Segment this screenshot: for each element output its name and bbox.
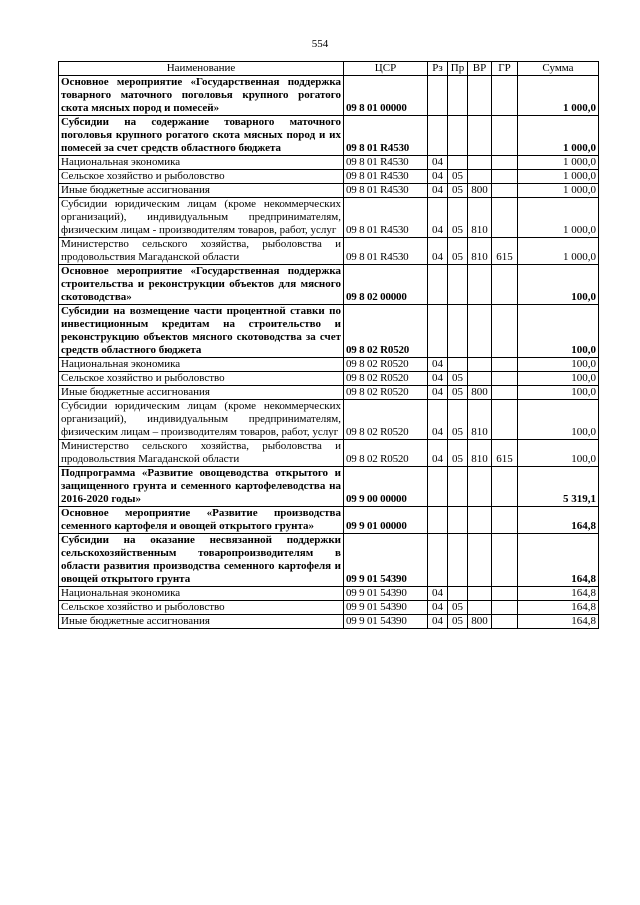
cell-gr: [492, 507, 518, 534]
table-row: [59, 265, 599, 305]
cell-pr: 05: [448, 238, 468, 265]
cell-rz: 04: [428, 156, 448, 170]
cell-gr: [492, 305, 518, 358]
cell-csr: 09 8 01 00000: [344, 76, 428, 116]
cell-csr: 09 9 01 54390: [344, 601, 428, 615]
cell-vr: 810: [468, 440, 492, 467]
cell-gr: [492, 534, 518, 587]
cell-name: Субсидии юридическим лицам (кроме некоммерческих организаций), индивидуальным предпринимателям, физическим лицам - производителям товаров, работ, услуг: [59, 198, 344, 238]
cell-csr: 09 8 02 R0520: [344, 305, 428, 358]
cell-gr: [492, 184, 518, 198]
cell-csr: 09 8 01 R4530: [344, 156, 428, 170]
cell-rz: 04: [428, 198, 448, 238]
cell-vr: [468, 534, 492, 587]
table-row: [59, 372, 599, 386]
cell-sum: 100,0: [518, 305, 599, 358]
cell-pr: [448, 358, 468, 372]
cell-vr: [468, 372, 492, 386]
cell-sum: 1 000,0: [518, 156, 599, 170]
cell-rz: 04: [428, 238, 448, 265]
cell-sum: 100,0: [518, 440, 599, 467]
cell-csr: 09 8 02 R0520: [344, 400, 428, 440]
cell-pr: [448, 116, 468, 156]
cell-sum: 1 000,0: [518, 198, 599, 238]
cell-vr: [468, 601, 492, 615]
cell-gr: 615: [492, 440, 518, 467]
cell-rz: 04: [428, 184, 448, 198]
cell-csr: 09 8 01 R4530: [344, 238, 428, 265]
cell-name: Иные бюджетные ассигнования: [59, 184, 344, 198]
cell-gr: [492, 467, 518, 507]
table-row: [59, 116, 599, 156]
cell-rz: [428, 507, 448, 534]
cell-rz: [428, 467, 448, 507]
cell-sum: 100,0: [518, 372, 599, 386]
table-row: [59, 198, 599, 238]
cell-name: Сельское хозяйство и рыболовство: [59, 601, 344, 615]
cell-csr: 09 8 02 R0520: [344, 440, 428, 467]
cell-rz: [428, 265, 448, 305]
cell-pr: [448, 305, 468, 358]
cell-name: Субсидии на содержание товарного маточного поголовья крупного рогатого скота мясных пород и их помесей за счет средств областного бюджета: [59, 116, 344, 156]
cell-gr: [492, 116, 518, 156]
table-row: [59, 615, 599, 629]
col-header-sum: Сумма: [518, 62, 599, 76]
cell-sum: 5 319,1: [518, 467, 599, 507]
cell-pr: 05: [448, 601, 468, 615]
cell-rz: [428, 305, 448, 358]
cell-name: Министерство сельского хозяйства, рыболовства и продовольствия Магаданской области: [59, 440, 344, 467]
cell-rz: [428, 534, 448, 587]
cell-vr: 810: [468, 198, 492, 238]
cell-sum: 164,8: [518, 601, 599, 615]
cell-pr: [448, 467, 468, 507]
cell-vr: [468, 76, 492, 116]
cell-vr: [468, 358, 492, 372]
cell-pr: 05: [448, 386, 468, 400]
cell-name: Основное мероприятие «Государственная поддержка товарного маточного поголовья крупного рогатого скота мясных пород и помесей»: [59, 76, 344, 116]
cell-vr: [468, 170, 492, 184]
cell-csr: 09 8 02 R0520: [344, 372, 428, 386]
cell-csr: 09 8 02 R0520: [344, 386, 428, 400]
cell-sum: 164,8: [518, 587, 599, 601]
table-row: [59, 601, 599, 615]
cell-csr: 09 9 01 00000: [344, 507, 428, 534]
cell-rz: [428, 116, 448, 156]
col-header-vr: ВР: [468, 62, 492, 76]
cell-name: Национальная экономика: [59, 156, 344, 170]
cell-vr: [468, 305, 492, 358]
table-row: [59, 467, 599, 507]
cell-name: Подпрограмма «Развитие овощеводства открытого и защищенного грунта и семенного картофелеводства на 2016-2020 годы»: [59, 467, 344, 507]
cell-gr: [492, 615, 518, 629]
cell-vr: [468, 587, 492, 601]
cell-gr: [492, 76, 518, 116]
cell-csr: 09 9 00 00000: [344, 467, 428, 507]
cell-name: Субсидии на оказание несвязанной поддержки сельскохозяйственным товаропроизводителям в области развития производства семенного картофеля и овощей открытого грунта: [59, 534, 344, 587]
cell-rz: 04: [428, 400, 448, 440]
cell-gr: [492, 587, 518, 601]
col-header-gr: ГР: [492, 62, 518, 76]
cell-pr: 05: [448, 372, 468, 386]
cell-pr: 05: [448, 400, 468, 440]
cell-pr: 05: [448, 615, 468, 629]
cell-sum: 1 000,0: [518, 184, 599, 198]
cell-name: Сельское хозяйство и рыболовство: [59, 372, 344, 386]
cell-pr: 05: [448, 198, 468, 238]
table-row: [59, 238, 599, 265]
table-row: [59, 440, 599, 467]
table-row: [59, 400, 599, 440]
table-header-row: [59, 62, 599, 76]
cell-rz: 04: [428, 372, 448, 386]
cell-sum: 164,8: [518, 534, 599, 587]
cell-csr: 09 8 02 R0520: [344, 358, 428, 372]
cell-sum: 1 000,0: [518, 238, 599, 265]
cell-sum: 100,0: [518, 358, 599, 372]
cell-name: Субсидии юридическим лицам (кроме некоммерческих организаций), индивидуальным предпринимателям, физическим лицам – производителям товаров, работ, услуг: [59, 400, 344, 440]
cell-sum: 1 000,0: [518, 116, 599, 156]
table-row: [59, 184, 599, 198]
table-row: [59, 507, 599, 534]
cell-sum: 100,0: [518, 400, 599, 440]
cell-vr: 800: [468, 386, 492, 400]
cell-pr: [448, 156, 468, 170]
cell-gr: [492, 400, 518, 440]
cell-pr: [448, 534, 468, 587]
cell-sum: 100,0: [518, 265, 599, 305]
table-row: [59, 170, 599, 184]
cell-pr: 05: [448, 184, 468, 198]
budget-table: [58, 61, 599, 629]
cell-vr: [468, 467, 492, 507]
cell-csr: 09 8 01 R4530: [344, 198, 428, 238]
cell-gr: [492, 372, 518, 386]
cell-gr: [492, 198, 518, 238]
page-number: 554: [311, 38, 329, 50]
table-row: [59, 534, 599, 587]
cell-pr: [448, 507, 468, 534]
cell-csr: 09 8 02 00000: [344, 265, 428, 305]
table-row: [59, 386, 599, 400]
cell-pr: [448, 76, 468, 116]
cell-rz: [428, 76, 448, 116]
cell-name: Министерство сельского хозяйства, рыболовства и продовольствия Магаданской области: [59, 238, 344, 265]
cell-name: Основное мероприятие «Развитие производства семенного картофеля и овощей открытого грунта»: [59, 507, 344, 534]
cell-vr: [468, 156, 492, 170]
cell-sum: 1 000,0: [518, 76, 599, 116]
cell-name: Иные бюджетные ассигнования: [59, 386, 344, 400]
cell-gr: [492, 265, 518, 305]
cell-sum: 164,8: [518, 507, 599, 534]
cell-rz: 04: [428, 170, 448, 184]
col-header-name: Наименование: [59, 62, 344, 76]
cell-rz: 04: [428, 386, 448, 400]
cell-name: Национальная экономика: [59, 358, 344, 372]
cell-vr: 810: [468, 400, 492, 440]
cell-gr: [492, 358, 518, 372]
cell-gr: [492, 601, 518, 615]
cell-rz: 04: [428, 601, 448, 615]
cell-rz: 04: [428, 440, 448, 467]
table-row: [59, 76, 599, 116]
cell-name: Национальная экономика: [59, 587, 344, 601]
table-row: [59, 305, 599, 358]
table-row: [59, 587, 599, 601]
cell-csr: 09 9 01 54390: [344, 587, 428, 601]
cell-gr: 615: [492, 238, 518, 265]
cell-name: Сельское хозяйство и рыболовство: [59, 170, 344, 184]
cell-pr: 05: [448, 170, 468, 184]
cell-rz: 04: [428, 615, 448, 629]
col-header-pr: Пр: [448, 62, 468, 76]
cell-gr: [492, 170, 518, 184]
cell-pr: [448, 265, 468, 305]
cell-vr: 800: [468, 184, 492, 198]
table-row: [59, 358, 599, 372]
cell-vr: [468, 116, 492, 156]
cell-vr: 810: [468, 238, 492, 265]
col-header-rz: Рз: [428, 62, 448, 76]
cell-pr: 05: [448, 440, 468, 467]
cell-name: Основное мероприятие «Государственная поддержка строительства и реконструкции объектов для мясного скотоводства»: [59, 265, 344, 305]
cell-vr: 800: [468, 615, 492, 629]
cell-csr: 09 8 01 R4530: [344, 116, 428, 156]
cell-vr: [468, 265, 492, 305]
cell-gr: [492, 386, 518, 400]
cell-csr: 09 9 01 54390: [344, 534, 428, 587]
cell-pr: [448, 587, 468, 601]
cell-sum: 164,8: [518, 615, 599, 629]
table-row: [59, 156, 599, 170]
cell-csr: 09 9 01 54390: [344, 615, 428, 629]
cell-name: Субсидии на возмещение части процентной ставки по инвестиционным кредитам на строительство и реконструкцию объектов мясного скотоводства за счет средств областного бюджета: [59, 305, 344, 358]
cell-sum: 1 000,0: [518, 170, 599, 184]
cell-name: Иные бюджетные ассигнования: [59, 615, 344, 629]
cell-sum: 100,0: [518, 386, 599, 400]
cell-csr: 09 8 01 R4530: [344, 170, 428, 184]
cell-csr: 09 8 01 R4530: [344, 184, 428, 198]
col-header-csr: ЦСР: [344, 62, 428, 76]
cell-gr: [492, 156, 518, 170]
cell-vr: [468, 507, 492, 534]
cell-rz: 04: [428, 587, 448, 601]
cell-rz: 04: [428, 358, 448, 372]
